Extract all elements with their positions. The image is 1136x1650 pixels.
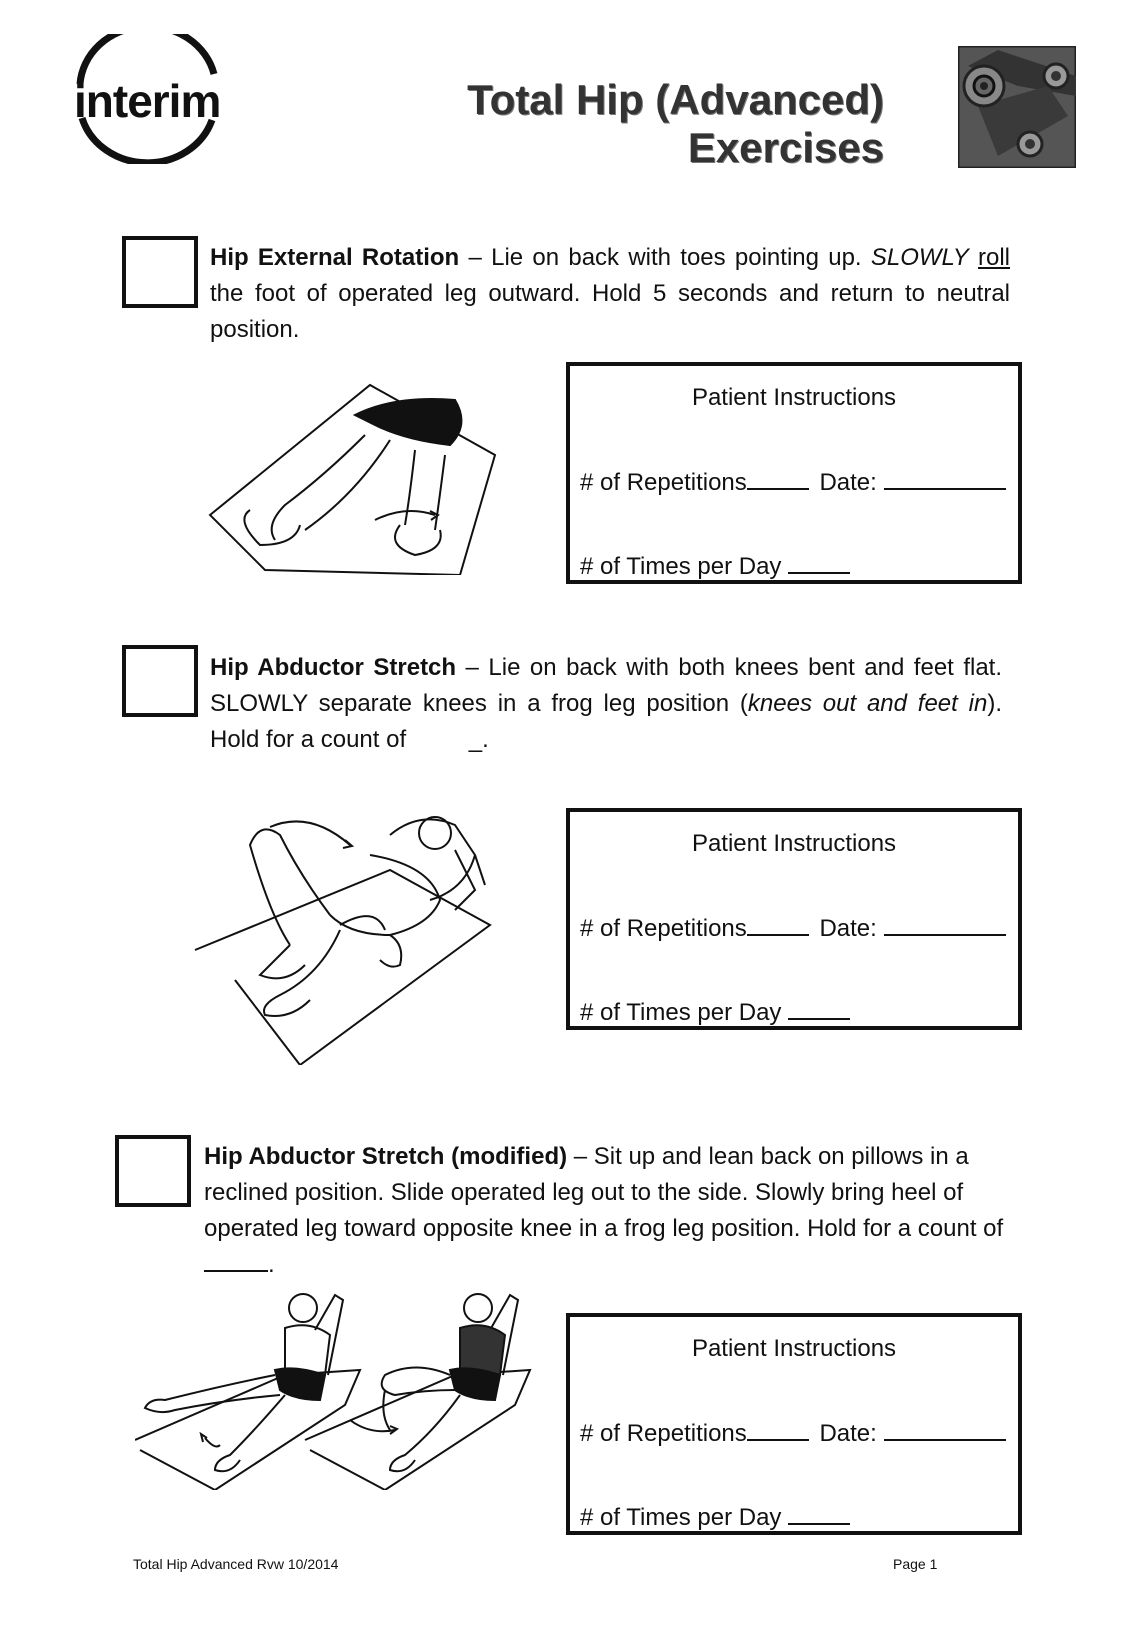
repetitions-blank[interactable] [747,912,809,936]
exercise-3-text-c: . [268,1251,275,1278]
exercise-2-italic: knees out and feet in [747,690,988,717]
times-blank[interactable] [788,550,850,574]
page-number: Page 1 [893,1556,938,1572]
repetitions-row [580,1417,1006,1448]
repetitions-label: # of Repetitions [580,469,747,496]
repetitions-label: # of Repetitions [580,915,747,942]
hip-rotation-figure-icon [205,365,505,575]
date-blank[interactable] [884,912,1006,936]
exercise-3-name: Hip Abductor Stretch (modified) [204,1143,568,1170]
exercise-3-illustration [135,1290,545,1490]
exercise-3-description [204,1139,1044,1283]
exercise-1-illustration [205,365,505,575]
times-blank[interactable] [788,996,850,1020]
exercise-2-illustration [190,805,500,1065]
exercise-2-name: Hip Abductor Stretch [210,654,457,681]
repetitions-blank[interactable] [747,466,809,490]
exercise-2-text-c: _. [468,726,489,753]
exercise-1-text-a: Lie on back with toes pointing up. [491,244,871,271]
times-blank[interactable] [788,1501,850,1525]
exercise-1-dash: – [459,244,492,271]
frog-leg-figure-icon [190,805,500,1065]
exercise-2-dash: – [456,654,489,681]
exercise-2-instructions-box [566,808,1022,1030]
times-label: # of Times per Day [580,999,782,1026]
times-label: # of Times per Day [580,1504,782,1531]
date-label: Date: [819,469,877,496]
times-row [580,1501,850,1532]
pulley-icon [958,46,1076,168]
times-label: # of Times per Day [580,553,782,580]
title-line-1: Total Hip (Advanced) [467,76,884,123]
footer-left: Total Hip Advanced Rvw 10/2014 [133,1556,339,1572]
exercise-2-text-b: ). Hold for a count of [210,690,1002,753]
repetitions-row [580,466,1006,497]
interim-logo [72,34,232,164]
reclined-figures-icon [135,1290,545,1490]
exercise-2-description [210,650,1002,758]
date-blank[interactable] [884,1417,1006,1441]
date-label: Date: [819,915,877,942]
repetitions-label: # of Repetitions [580,1420,747,1447]
instructions-header: Patient Instructions [691,830,897,857]
pulley-graphic [958,46,1076,168]
exercise-1-description [210,240,1010,348]
page-title [467,76,884,172]
date-label: Date: [819,1420,877,1447]
exercise-2-text-a: Lie on back with both knees bent and feet flat. SLOWLY separate knees in a frog leg position ( [210,654,1003,717]
exercise-3-instructions-box [566,1313,1022,1535]
exercise-3-dash: – [567,1143,594,1170]
logo-text: interim [74,75,221,127]
instructions-header: Patient Instructions [691,384,897,411]
exercise-3-checkbox[interactable] [115,1135,191,1207]
exercise-1-roll: roll [977,244,1010,271]
exercise-1-name: Hip External Rotation [210,244,460,271]
exercise-1-instructions-box [566,362,1022,584]
exercise-1-slowly: SLOWLY [870,244,969,271]
times-row [580,550,850,581]
exercise-3-text-a: Sit up and lean back on pillows in a reclined position. Slide operated leg out to the side. Slowly bring heel of operated leg toward opposite knee in a frog leg position. Hold for a count of [204,1143,1004,1242]
repetitions-row [580,912,1006,943]
times-row [580,996,850,1027]
title-line-2: Exercises [687,124,884,171]
date-blank[interactable] [884,466,1006,490]
exercise-1-space [969,244,978,271]
repetitions-blank[interactable] [747,1417,809,1441]
exercise-1-text-b: the foot of operated leg outward. Hold 5 seconds and return to neutral position. [210,280,1010,343]
exercise-3-count-blank[interactable] [204,1248,268,1272]
exercise-1-checkbox[interactable] [122,236,198,308]
instructions-header: Patient Instructions [691,1335,897,1362]
exercise-2-checkbox[interactable] [122,645,198,717]
